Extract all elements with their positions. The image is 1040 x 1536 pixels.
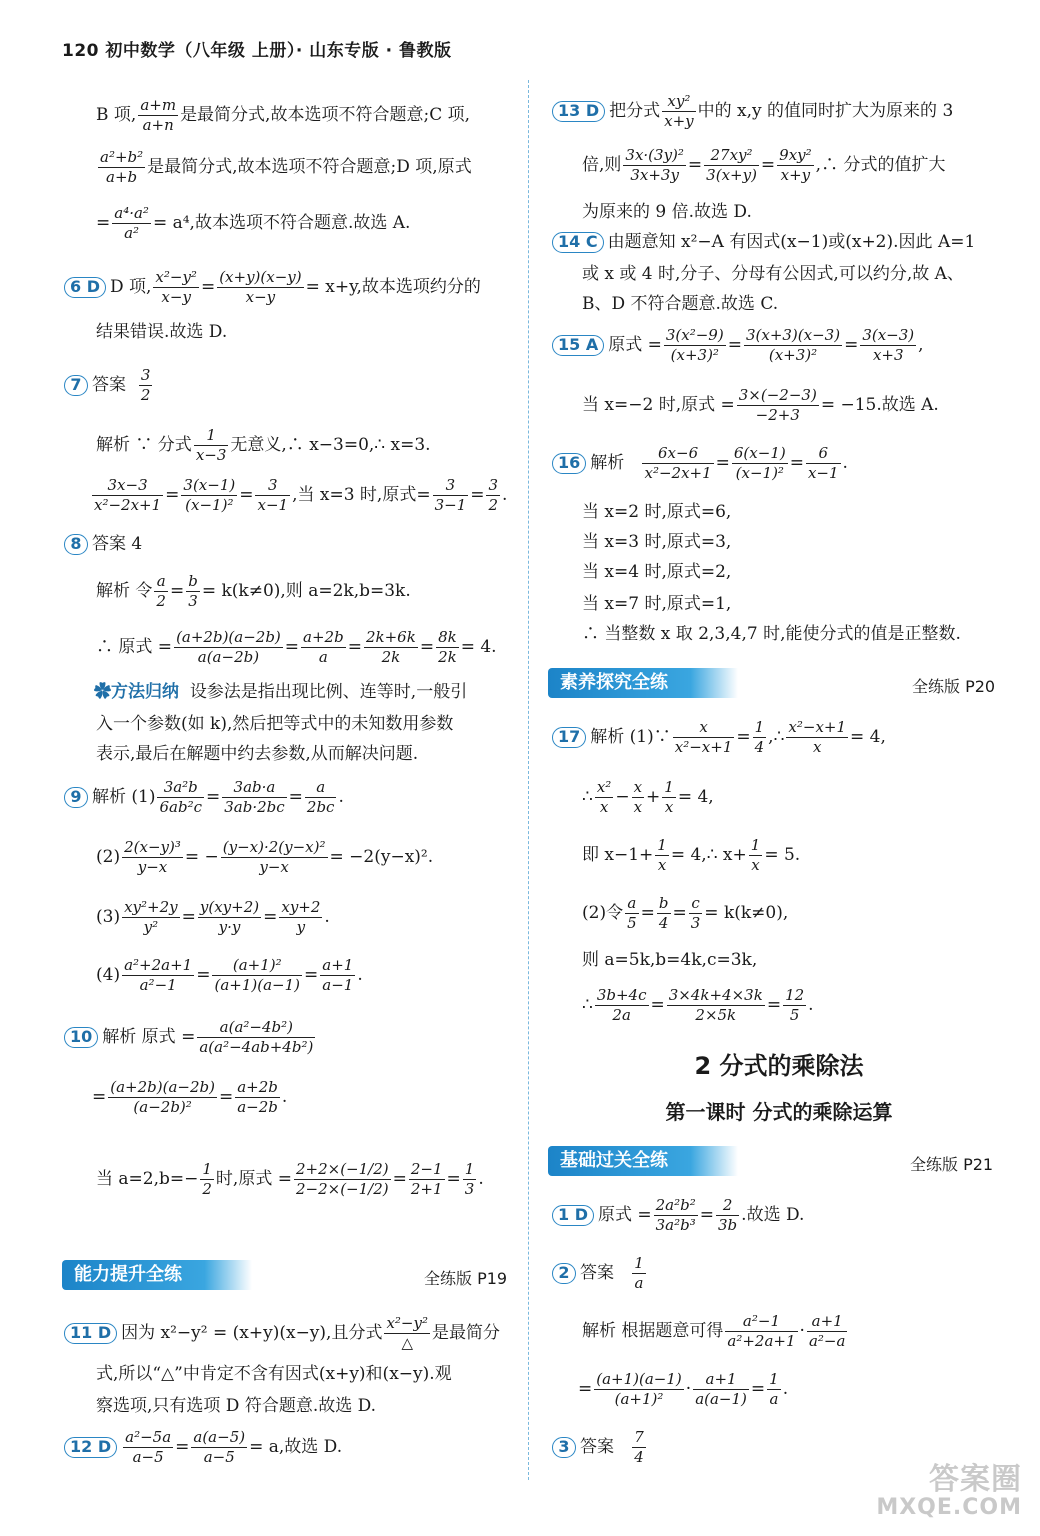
fraction: $\frac{\text{a²−1}}{\text{a²+2a+1}}$ <box>727 1312 796 1350</box>
banner-ref-p21: 全练版 P21 <box>910 1155 994 1174</box>
question-10-eval: 当 a=2,b=− $\frac{1}{2}$ 时,原式 = $\frac{2+2\times(-1/2)}{2-2\times(-1/2)}$ = $\frac{2-1}{2+1}$ = $\frac{1}{3}$ . <box>96 1160 484 1198</box>
fraction: $\frac{(a+2b)(a-2b)}{a(a-2b)}$ <box>176 628 281 666</box>
banner-ref-p19: 全练版 P19 <box>424 1269 508 1288</box>
fraction: $\frac{\text{a(a²−4b²)}}{\text{a(a²−4ab+4b²)}}$ <box>199 1018 314 1056</box>
question-7-analysis: 解析 ∵ 分式 $\frac{1}{x-3}$ 无意义,∴ x−3=0,∴ x=3. <box>96 426 431 464</box>
fraction: $\frac{a}{2bc}$ <box>306 778 335 816</box>
question-badge: 10 <box>64 1027 98 1048</box>
section-banner-inquiry: 素养探究全练 <box>548 668 738 698</box>
question-badge: 9 <box>64 787 88 808</box>
question-badge: 15 A <box>552 335 604 356</box>
fraction: $\frac{1}{4}$ <box>754 718 765 756</box>
question-14-line2: 或 x 或 4 时,分子、分母有公因式,可以约分,故 A、 <box>582 264 964 284</box>
fraction: $\frac{\text{x²−y²}}{x-y}$ <box>155 268 197 306</box>
question-13-line2: 倍,则 $\frac{\text{3x·(3y)²}}{3x+3y}$ = $\frac{\text{27xy²}}{3(x+y)}$ = $\frac{\text{9xy²}}{x+y}$ ,∴ 分式的值扩大 <box>582 146 946 184</box>
question-badge: 13 D <box>552 101 605 122</box>
fraction: $\frac{3(x+3)(x-3)}{\text{(x+3)²}}$ <box>745 326 841 364</box>
question-badge: 2 <box>552 1263 576 1284</box>
fraction: $\frac{\text{a²−5a}}{a-5}$ <box>125 1428 172 1466</box>
fraction: $\frac{x}{\text{x²−x+1}}$ <box>674 718 733 756</box>
fraction: $\frac{c}{3}$ <box>690 894 701 932</box>
r-question-2-answer: 2 答案 $\frac{1}{a}$ <box>552 1254 648 1293</box>
fraction: $\frac{\text{27xy²}}{3(x+y)}$ <box>706 146 757 184</box>
question-9-part3: (3) $\frac{\text{xy²+2y}}{\text{y²}}$ = $\frac{y(xy+2)}{y\cdot y}$ = $\frac{xy+2}{y}$ . <box>96 898 330 936</box>
question-8-calc: ∴ 原式 = $\frac{(a+2b)(a-2b)}{a(a-2b)}$ = $\frac{a+2b}{a}$ = $\frac{2k+6k}{2k}$ = $\frac{8k}{2k}$ = 4. <box>96 628 497 666</box>
question-9-part1: 9 解析 (1) $\frac{\text{3a²b}}{\text{6ab²c}}$ = $\frac{3ab\cdot a}{3ab\cdot 2bc}$ = $\frac{a}{2bc}$ . <box>64 778 344 817</box>
method-note-line2: 入一个参数(如 k),然后把等式中的未知数用参数 <box>96 714 454 734</box>
fraction: $\frac{2-1}{2+1}$ <box>410 1160 443 1198</box>
fraction: $\frac{6}{x-1}$ <box>807 444 839 482</box>
question-badge: 3 <box>552 1437 576 1458</box>
question-12: 12 D $\frac{\text{a²−5a}}{a-5}$ = $\frac{a(a-5)}{a-5}$ = a,故选 D. <box>64 1428 342 1467</box>
fraction: $\frac{\text{2(x−y)³}}{y-x}$ <box>124 838 181 876</box>
fraction: $\frac{3x-3}{\text{x²−2x+1}}$ <box>94 476 162 514</box>
b-item-line: B 项, $\frac{a+m}{a+n}$ 是最简分式,故本选项不符合题意;C 项, <box>96 96 471 134</box>
question-7-answer: 7 答案 $\frac{3}{2}$ <box>64 366 154 405</box>
fraction: $\frac{a+m}{a+n}$ <box>140 96 177 134</box>
question-badge: 12 D <box>64 1437 117 1458</box>
fraction: $\frac{\text{3(x²−9)}}{\text{(x+3)²}}$ <box>665 326 724 364</box>
section-banner-ability: 能力提升全练 <box>62 1260 252 1290</box>
question-11-line2: 式,所以“△”中肯定不含有因式(x+y)和(x−y).观 <box>96 1364 452 1384</box>
fraction: $\frac{\text{2a²b²}}{\text{3a²b³}}$ <box>655 1196 696 1234</box>
question-13: 13 D 把分式 $\frac{\text{xy²}}{x+y}$ 中的 x,y 的值同时扩大为原来的 3 <box>552 92 953 131</box>
fraction: $\frac{\text{a²+b²}}{a+b}$ <box>100 148 144 186</box>
fraction: $\frac{2k+6k}{2k}$ <box>365 628 416 666</box>
fraction: $\frac{3\times 4k+4\times 3k}{2\times 5k}$ <box>668 986 763 1024</box>
question-17-line6: ∴ $\frac{3b+4c}{2a}$ = $\frac{3\times 4k+4\times 3k}{2\times 5k}$ = $\frac{12}{5}$ . <box>582 986 814 1024</box>
question-13-line3: 为原来的 9 倍.故选 D. <box>582 202 752 222</box>
fraction: $\frac{3}{x-1}$ <box>257 476 289 514</box>
section-title: 2 分式的乘除法 <box>694 1052 864 1080</box>
question-14-line3: B、D 不符合题意.故选 C. <box>582 294 779 314</box>
lesson-title: 第一课时 分式的乘除运算 <box>665 1100 893 1124</box>
question-15: 15 A 原式 = $\frac{\text{3(x²−9)}}{\text{(x+3)²}}$ = $\frac{3(x+3)(x-3)}{\text{(x+3)²}}$ = $\frac{3(x-3)}{x+3}$ , <box>552 326 924 365</box>
question-16-case2: 当 x=3 时,原式=3, <box>582 532 732 552</box>
question-9-part4: (4) $\frac{\text{a²+2a+1}}{\text{a²−1}}$ = $\frac{\text{(a+1)²}}{(a+1)(a-1)}$ = $\frac{a+1}{a-1}$ . <box>96 956 363 994</box>
fraction: $\frac{3(x-3)}{x+3}$ <box>862 326 915 364</box>
question-14: 14 C 由题意知 x²−A 有因式(x−1)或(x+2).因此 A=1 <box>552 232 975 253</box>
fraction: $\frac{1}{a}$ <box>634 1254 644 1292</box>
question-8-analysis: 解析 令 $\frac{a}{2}$ = $\frac{b}{3}$ = k(k≠0),则 a=2k,b=3k. <box>96 572 411 610</box>
fraction: $\frac{7}{4}$ <box>634 1428 644 1466</box>
question-16-case3: 当 x=4 时,原式=2, <box>582 562 732 582</box>
fraction: $\frac{2}{3b}$ <box>718 1196 738 1234</box>
question-10: 10 解析 原式 = $\frac{\text{a(a²−4b²)}}{\text{a(a²−4ab+4b²)}}$ <box>64 1018 317 1057</box>
fraction: $\frac{x}{x}$ <box>633 778 643 816</box>
fraction: $\frac{\text{3a²b}}{\text{6ab²c}}$ <box>159 778 202 816</box>
page-number: 120 <box>62 41 99 61</box>
question-badge: 17 <box>552 727 586 748</box>
question-6-line2: 结果错误.故选 D. <box>96 322 228 342</box>
r-question-1: 1 D 原式 = $\frac{\text{2a²b²}}{\text{3a²b³}}$ = $\frac{2}{3b}$ .故选 D. <box>552 1196 804 1235</box>
method-icon: ✿ <box>94 682 111 702</box>
question-badge: 11 D <box>64 1323 117 1344</box>
question-badge: 16 <box>552 453 586 474</box>
fraction: $\frac{3b+4c}{2a}$ <box>596 986 647 1024</box>
fraction: $\frac{\text{xy²+2y}}{\text{y²}}$ <box>124 898 178 936</box>
fraction: $\frac{\text{x²}}{x}$ <box>596 778 612 816</box>
fraction: $\frac{\text{9xy²}}{x+y}$ <box>779 146 812 184</box>
fraction: $\frac{\text{(a+1)²}}{(a+1)(a-1)}$ <box>214 956 300 994</box>
fraction: $\frac{1}{a}$ <box>769 1370 779 1408</box>
fraction: $\frac{3(x-1)}{\text{(x−1)²}}$ <box>183 476 236 514</box>
question-15-line2: 当 x=−2 时,原式 = $\frac{3\times(-2-3)}{-2+3}$ = −15.故选 A. <box>582 386 939 424</box>
fraction: $\frac{xy+2}{y}$ <box>281 898 321 936</box>
question-badge: 1 D <box>552 1205 594 1226</box>
r-question-2-analysis: 解析 根据题意可得 $\frac{\text{a²−1}}{\text{a²+2a+1}}$ · $\frac{a+1}{\text{a²−a}}$ <box>582 1312 846 1350</box>
method-note-line3: 表示,最后在解题中约去参数,从而解决问题. <box>96 744 419 764</box>
fraction: $\frac{a+2b}{a-2b}$ <box>237 1078 278 1116</box>
question-17: 17 解析 (1)∵ $\frac{x}{\text{x²−x+1}}$ = $\frac{1}{4}$ ,∴ $\frac{\text{x²−x+1}}{x}$ = 4, <box>552 718 886 757</box>
book-title: 初中数学（八年级 上册）· 山东专版 · 鲁教版 <box>105 41 452 61</box>
question-8-answer: 8 答案 4 <box>64 534 142 555</box>
c-item-line: $\frac{\text{a²+b²}}{a+b}$ 是最简分式,故本选项不符合题意;D 项,原式 <box>100 148 472 186</box>
fraction: $\frac{1}{x}$ <box>664 778 674 816</box>
fraction: $\frac{1}{x-3}$ <box>195 426 227 464</box>
fraction: $\frac{a+2b}{a}$ <box>303 628 344 666</box>
question-badge: 8 <box>64 534 88 555</box>
fraction: $\frac{3\times(-2-3)}{-2+3}$ <box>738 386 817 424</box>
question-10-calc: = $\frac{(a+2b)(a-2b)}{\text{(a−2b)²}}$ = $\frac{a+2b}{a-2b}$ . <box>92 1078 288 1116</box>
fraction: $\frac{a}{5}$ <box>627 894 637 932</box>
banner-ref-p20: 全练版 P20 <box>912 677 996 696</box>
method-note-line1: ✿方法归纳 设参法是指出现比例、连等时,一般引 <box>94 682 468 702</box>
question-17-line2: ∴ $\frac{\text{x²}}{x}$ − $\frac{x}{x}$ + $\frac{1}{x}$ = 4, <box>582 778 714 816</box>
fraction: $\frac{2+2\times(-1/2)}{2-2\times(-1/2)}$ <box>295 1160 389 1198</box>
fraction: $\frac{(a+2b)(a-2b)}{\text{(a−2b)²}}$ <box>110 1078 215 1116</box>
question-11-line3: 察选项,只有选项 D 符合题意.故选 D. <box>96 1396 377 1416</box>
question-16: 16 解析 $\frac{6x-6}{\text{x²−2x+1}}$ = $\frac{6(x-1)}{\text{(x−1)²}}$ = $\frac{6}{x-1}$ . <box>552 444 848 483</box>
r-question-3-answer: 3 答案 $\frac{7}{4}$ <box>552 1428 648 1467</box>
fraction: $\frac{\text{xy²}}{x+y}$ <box>664 92 694 130</box>
fraction: $\frac{b}{4}$ <box>658 894 669 932</box>
fraction: $\frac{\text{x²−x+1}}{x}$ <box>788 718 847 756</box>
fraction: $\frac{8k}{2k}$ <box>438 628 457 666</box>
question-17-part2: (2)令 $\frac{a}{5}$ = $\frac{b}{4}$ = $\frac{c}{3}$ = k(k≠0), <box>582 894 789 932</box>
question-badge: 14 C <box>552 232 604 253</box>
fraction: $\frac{3}{3-1}$ <box>434 476 467 514</box>
fraction: $\frac{\text{a⁴·a²}}{\text{a²}}$ <box>114 204 149 242</box>
fraction: $\frac{(a+1)(a-1)}{\text{(a+1)²}}$ <box>596 1370 682 1408</box>
question-9-part2: (2) $\frac{\text{2(x−y)³}}{y-x}$ = − $\frac{\text{(y−x)·2(y−x)²}}{y-x}$ = −2(y−x)². <box>96 838 434 876</box>
question-16-case4: 当 x=7 时,原式=1, <box>582 594 732 614</box>
fraction: $\frac{a+1}{a(a-1)}$ <box>695 1370 747 1408</box>
fraction: $\frac{(x+y)(x-y)}{x-y}$ <box>219 268 302 306</box>
question-17-line5: 则 a=5k,b=4k,c=3k, <box>582 950 758 970</box>
fraction: $\frac{3}{2}$ <box>488 476 499 514</box>
question-16-conclusion: ∴ 当整数 x 取 2,3,4,7 时,能使分式的值是正整数. <box>582 624 961 644</box>
fraction: $\frac{\text{x²−y²}}{\triangle}$ <box>386 1314 428 1352</box>
fraction: $\frac{y(xy+2)}{y\cdot y}$ <box>199 898 260 936</box>
fraction: $\frac{\text{3x·(3y)²}}{3x+3y}$ <box>625 146 684 184</box>
d-item-line: = $\frac{\text{a⁴·a²}}{\text{a²}}$ = a⁴,故本选项不符合题意.故选 A. <box>96 204 411 242</box>
question-17-line3: 即 x−1+ $\frac{1}{x}$ = 4,∴ x+ $\frac{1}{x}$ = 5. <box>582 836 801 874</box>
column-divider <box>528 80 529 1480</box>
fraction: $\frac{1}{x}$ <box>657 836 667 874</box>
fraction: $\frac{a}{2}$ <box>156 572 166 610</box>
question-6: 6 D D 项, $\frac{\text{x²−y²}}{x-y}$ = $\frac{(x+y)(x-y)}{x-y}$ = x+y,故本选项约分的 <box>64 268 481 307</box>
r-question-2-calc: = $\frac{(a+1)(a-1)}{\text{(a+1)²}}$ · $\frac{a+1}{a(a-1)}$ = $\frac{1}{a}$ . <box>578 1370 789 1408</box>
section-banner-basic: 基础过关全练 <box>548 1146 738 1176</box>
fraction: $\frac{b}{3}$ <box>188 572 198 610</box>
method-label: 方法归纳 <box>111 682 179 702</box>
fraction: $\frac{1}{2}$ <box>202 1160 212 1198</box>
fraction: $\frac{1}{3}$ <box>464 1160 475 1198</box>
fraction: $\frac{a+1}{a-1}$ <box>322 956 354 994</box>
fraction: $\frac{1}{x}$ <box>750 836 761 874</box>
question-badge: 7 <box>64 375 88 396</box>
fraction: $\frac{\text{(y−x)·2(y−x)²}}{y-x}$ <box>222 838 326 876</box>
fraction: $\frac{a+1}{\text{a²−a}}$ <box>808 1312 846 1350</box>
fraction: $\frac{\text{a²+2a+1}}{\text{a²−1}}$ <box>124 956 193 994</box>
fraction: $\frac{6x-6}{\text{x²−2x+1}}$ <box>644 444 712 482</box>
watermark: 答案圈 MXQE.COM <box>876 1461 1022 1520</box>
question-11: 11 D 因为 x²−y² = (x+y)(x−y),且分式 $\frac{\text{x²−y²}}{\triangle}$ 是最简分 <box>64 1314 500 1353</box>
question-7-calc: $\frac{3x-3}{\text{x²−2x+1}}$ = $\frac{3(x-1)}{\text{(x−1)²}}$ = $\frac{3}{x-1}$ ,当 x=3 时,原式= $\frac{3}{3-1}$ = $\frac{3}{2}$ . <box>94 476 508 514</box>
fraction: $\frac{a(a-5)}{a-5}$ <box>193 1428 246 1466</box>
fraction: $\frac{3ab\cdot a}{3ab\cdot 2bc}$ <box>224 778 285 816</box>
fraction: $\frac{6(x-1)}{\text{(x−1)²}}$ <box>733 444 786 482</box>
question-16-case1: 当 x=2 时,原式=6, <box>582 502 732 522</box>
page-header <box>62 36 452 61</box>
question-badge: 6 D <box>64 277 106 298</box>
fraction: $\frac{3}{2}$ <box>140 366 151 404</box>
fraction: $\frac{12}{5}$ <box>785 986 805 1024</box>
